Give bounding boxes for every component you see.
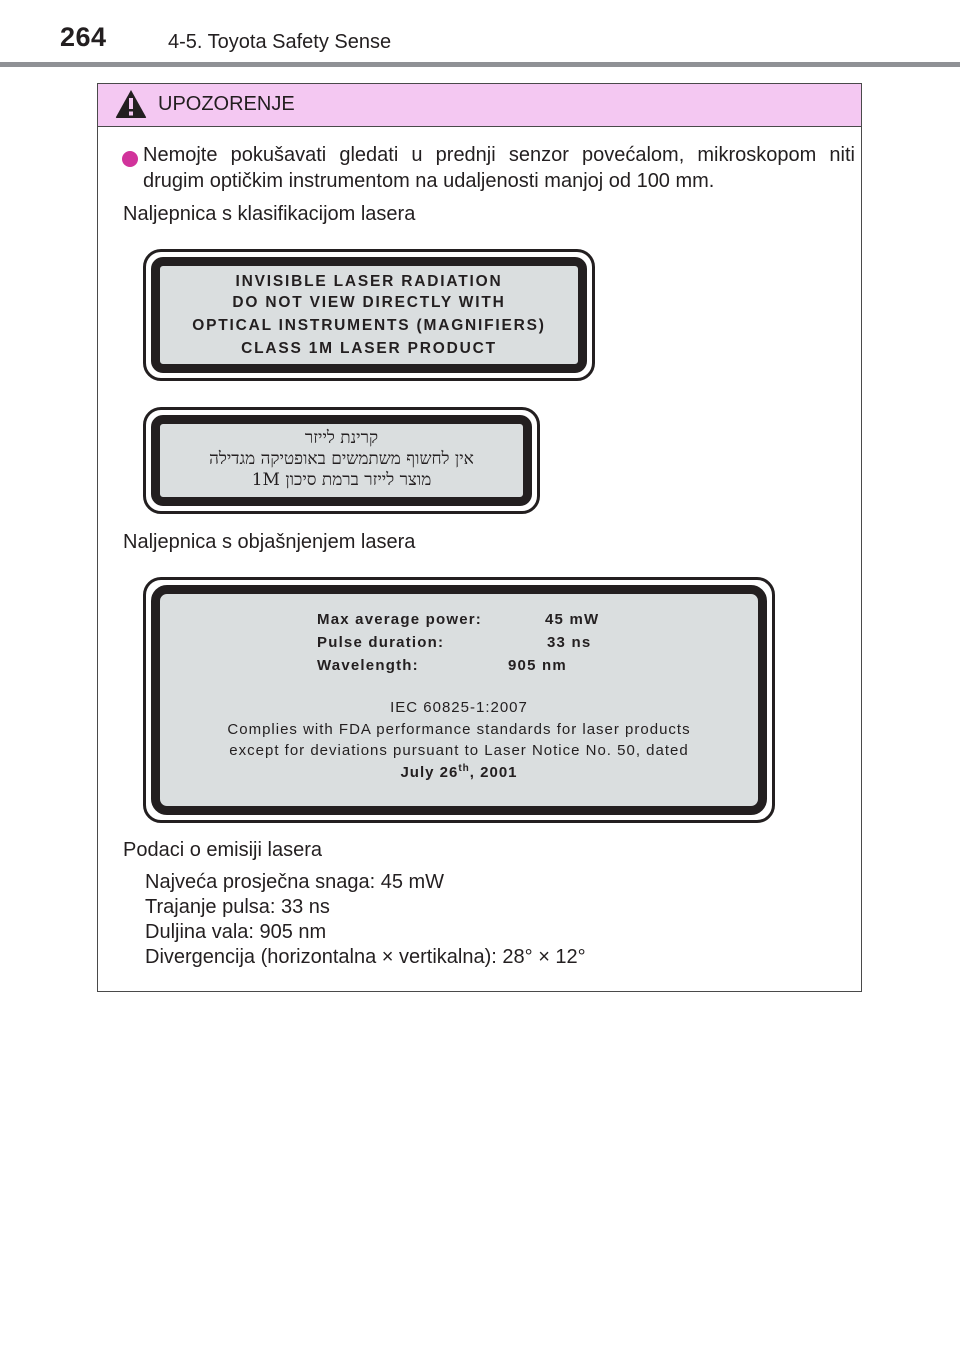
laser-class-label [143,249,595,381]
warning-triangle-icon [115,89,147,119]
hebrew-line-3: מוצר לייזר ברמת סיכון 1M [251,470,432,490]
laser-explanation-label [143,577,775,823]
bullet-dot [122,151,138,167]
spec-wave-label: Wavelength: [317,657,419,674]
section-title: 4-5. Toyota Safety Sense [168,31,392,53]
spec-fda-line-2: except for deviations pursuant to Laser Notice No. 50, dated [229,742,689,759]
hebrew-line-1: קרינת לייזר [304,428,379,448]
hebrew-line-2: אין לחשוף משתמשים באופטיקה מגדילה [209,449,474,469]
warning-box [97,83,862,992]
emission-item-power: Najveća prosječna snaga: 45 mW [145,871,445,893]
laser-explanation-label-inner [151,585,767,815]
emission-item-pulse: Trajanje pulsa: 33 ns [145,896,330,918]
explanation-heading: Naljepnica s objašnjenjem lasera [123,531,416,553]
spec-standard: IEC 60825-1:2007 [390,699,528,716]
emission-heading: Podaci o emisiji lasera [123,839,322,861]
spec-date-suffix: , 2001 [469,764,518,781]
classification-heading: Naljepnica s klasifikacijom lasera [123,203,416,225]
spec-fda-line-1: Complies with FDA performance standards for laser products [227,721,691,738]
spec-pulse-value: 33 ns [547,634,592,651]
spec-date-prefix: July 26 [400,764,459,781]
emission-item-divergence: Divergencija (horizontalna × vertikalna): 28° × 12° [145,946,586,968]
laser-class-label-hebrew-inner [151,415,532,506]
emission-item-wavelength: Duljina vala: 905 nm [145,921,327,943]
label-line-2: DO NOT VIEW DIRECTLY WITH [232,294,506,311]
spec-date [160,763,758,781]
warning-header [98,84,861,127]
page-number: 264 [60,22,107,52]
spec-wave-value: 905 nm [508,657,567,674]
spec-power-label: Max average power: [317,611,482,628]
label-line-4: CLASS 1M LASER PRODUCT [241,340,497,357]
label-line-3: OPTICAL INSTRUMENTS (MAGNIFIERS) [192,317,546,334]
warning-bullet-text: Nemojte pokušavati gledati u prednji senzor povećalom, mikroskopom niti drugim optičkim instrumentom na udaljenosti manjoj od 100 mm. [143,144,855,192]
spec-power-value: 45 mW [545,611,600,628]
laser-class-label-hebrew [143,407,540,514]
spec-date-sup: th [458,763,470,774]
header-rule [0,62,960,67]
warning-title: UPOZORENJE [158,93,295,115]
spec-pulse-label: Pulse duration: [317,634,445,651]
label-line-1: INVISIBLE LASER RADIATION [235,273,503,290]
laser-class-label-inner [151,257,587,373]
